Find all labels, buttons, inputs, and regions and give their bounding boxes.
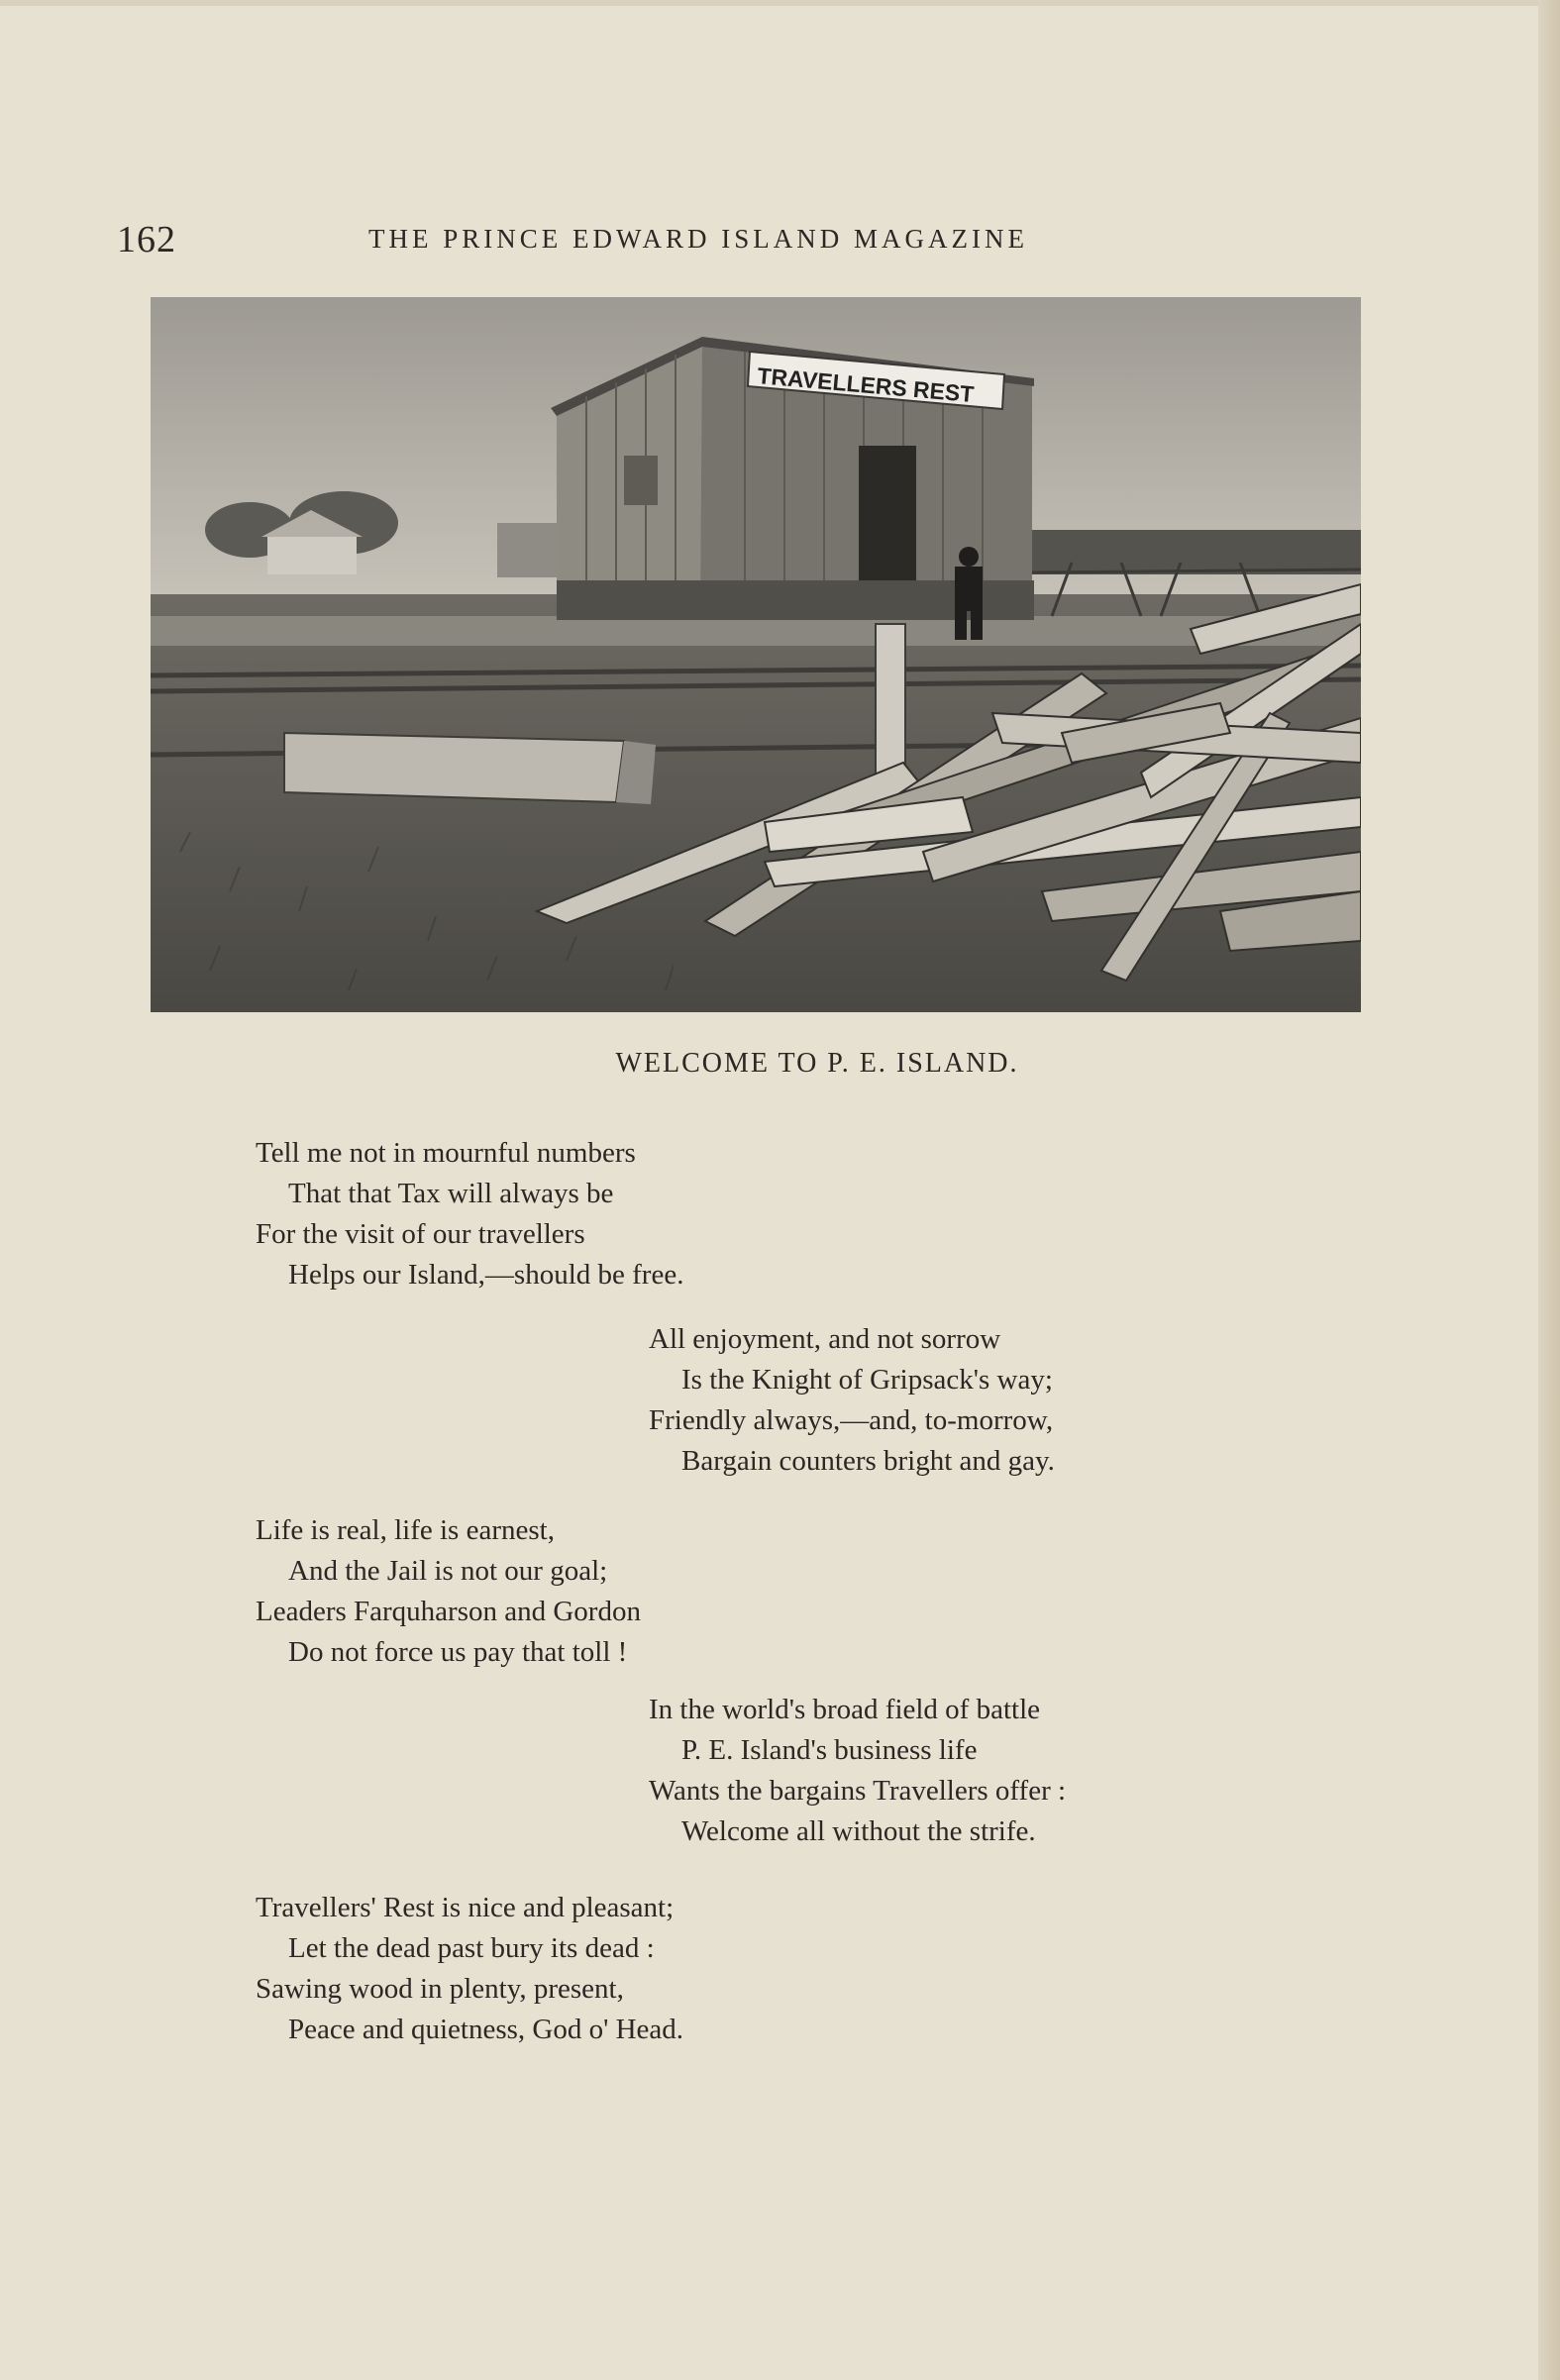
- poem-line: Sawing wood in plenty, present,: [256, 1973, 624, 2005]
- poem-title: WELCOME TO P. E. ISLAND.: [615, 1048, 1019, 1079]
- post: [876, 624, 905, 782]
- page-top-edge: [0, 0, 1560, 6]
- squared-timber: [284, 733, 656, 804]
- poem-line: Welcome all without the strife.: [681, 1815, 1036, 1847]
- stanza-5: [256, 1888, 683, 2050]
- stanza-2: [649, 1319, 1055, 1482]
- sign-text: TRAVELLERS REST: [756, 362, 976, 408]
- poem-line: Is the Knight of Gripsack's way;: [681, 1364, 1053, 1396]
- page-number: 162: [117, 219, 176, 260]
- poem-line: Tell me not in mournful numbers: [256, 1137, 636, 1169]
- poem-line: Helps our Island,—should be free.: [288, 1259, 684, 1291]
- stanza-4: [649, 1690, 1066, 1852]
- poem-line: P. E. Island's business life: [681, 1734, 978, 1766]
- poem-line: Travellers' Rest is nice and pleasant;: [256, 1892, 675, 1923]
- poem-line: That that Tax will always be: [288, 1178, 614, 1209]
- poem-line: Wants the bargains Travellers offer :: [649, 1775, 1067, 1807]
- poem-line: Bargain counters bright and gay.: [681, 1445, 1055, 1477]
- running-head: [0, 218, 1560, 267]
- stanza-3: [256, 1510, 641, 1673]
- travellers-rest-photograph: [151, 297, 1361, 1012]
- poem-line: All enjoyment, and not sorrow: [649, 1323, 1001, 1355]
- treeline: [1022, 530, 1361, 574]
- poem-line: In the world's broad field of battle: [649, 1694, 1040, 1725]
- magazine-title: THE PRINCE EDWARD ISLAND MAGAZINE: [368, 224, 1028, 254]
- poem-line: And the Jail is not our goal;: [288, 1555, 608, 1587]
- poem-line: Peace and quietness, God o' Head.: [288, 2014, 684, 2045]
- poem-line: Let the dead past bury its dead :: [288, 1932, 655, 1964]
- poem-line: Do not force us pay that toll !: [288, 1636, 628, 1668]
- poem-line: For the visit of our travellers: [256, 1218, 585, 1250]
- poem-line: Friendly always,—and, to-morrow,: [649, 1404, 1054, 1436]
- poem-line: Life is real, life is earnest,: [256, 1514, 555, 1546]
- page-right-edge: [1538, 0, 1560, 2380]
- photo-illustration: [151, 297, 1361, 1012]
- platform: [151, 616, 1361, 646]
- poem-line: Leaders Farquharson and Gordon: [256, 1596, 641, 1627]
- stanza-1: [256, 1133, 683, 1295]
